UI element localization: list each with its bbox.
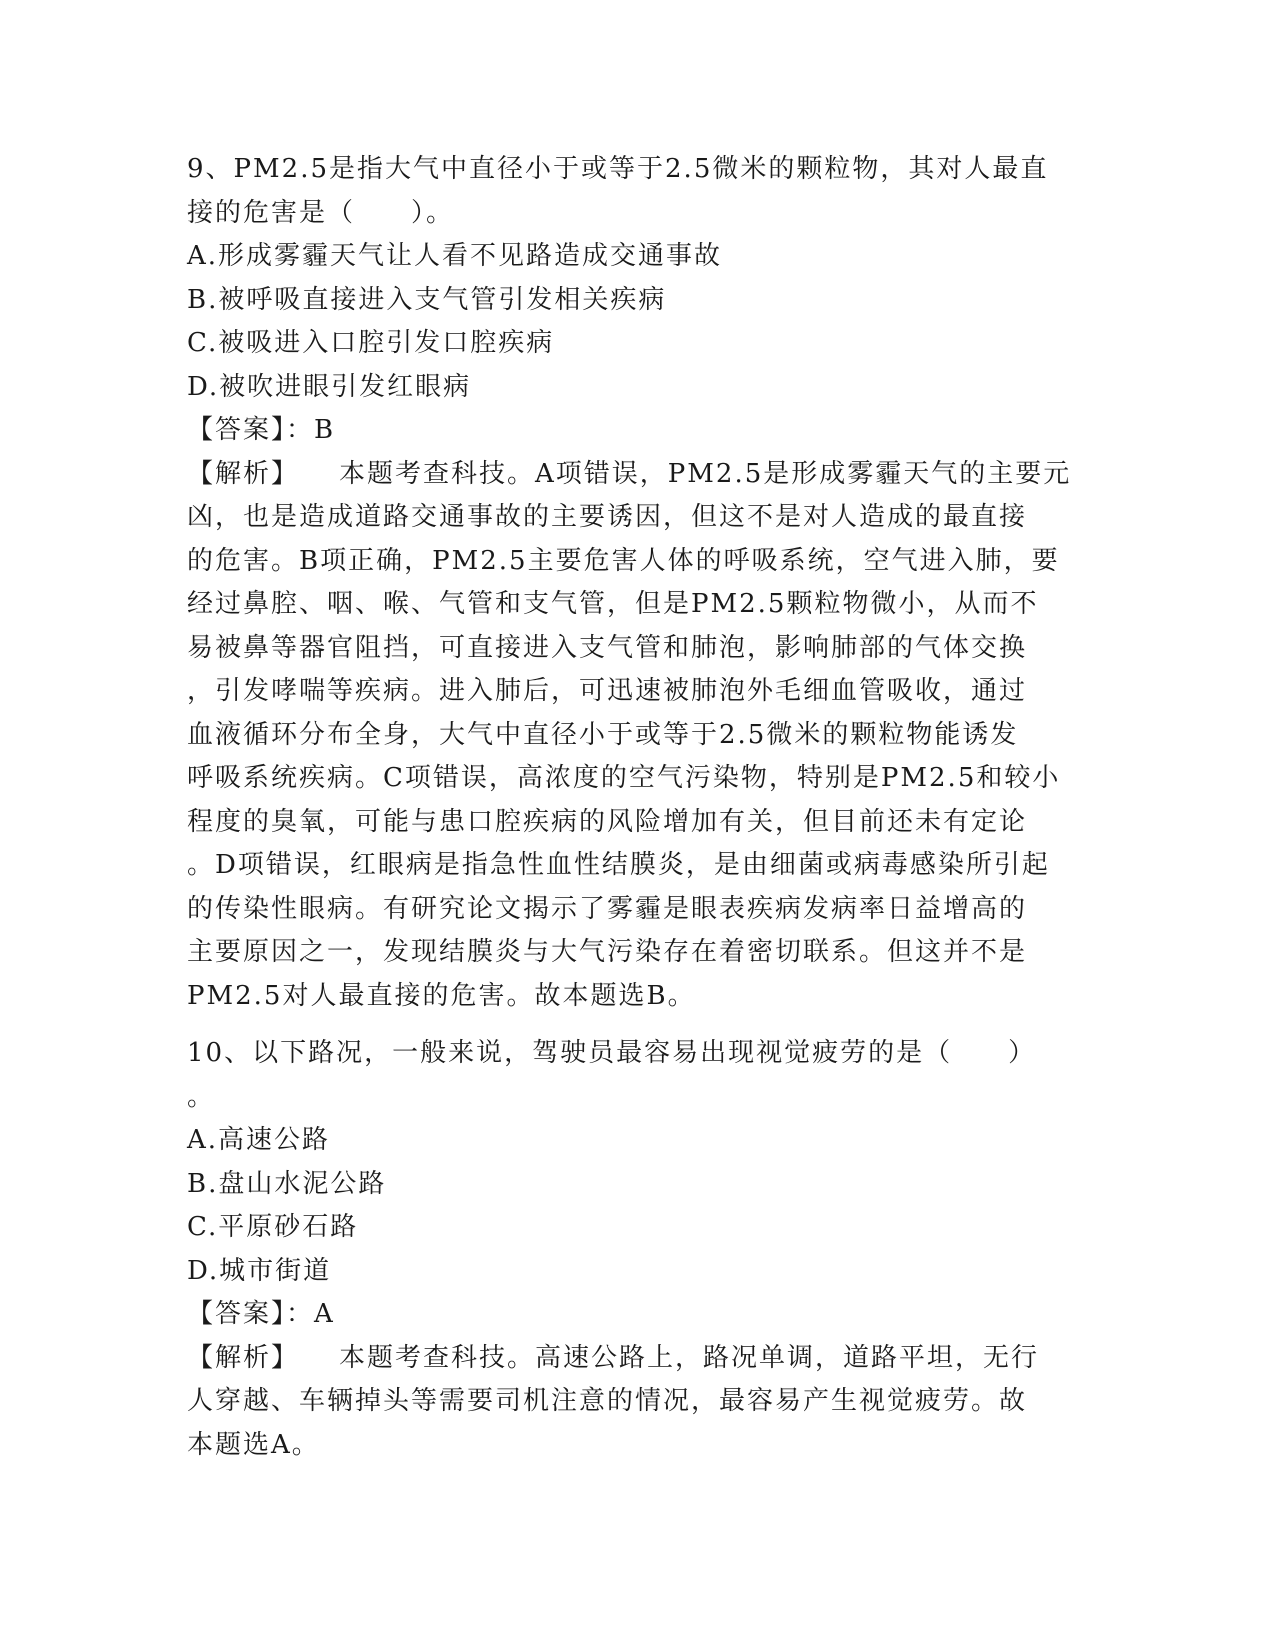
analysis-line: 易被鼻等器官阻挡，可直接进入支气管和肺泡，影响肺部的气体交换 [187, 632, 1028, 663]
analysis-first-line [187, 453, 1087, 497]
analysis-text: 本题考查科技。A项错误，PM2.5是形成雾霾天气的主要元 [339, 458, 1072, 489]
analysis-label: 【解析】 [187, 458, 300, 489]
analysis-line: 经过鼻腔、咽、喉、气管和支气管，但是PM2.5颗粒物微小，从而不 [187, 589, 1039, 619]
analysis-line: 主要原因之一，发现结膜炎与大气污染存在着密切联系。但这并不是 [187, 937, 1028, 967]
question-9 [187, 148, 1087, 1018]
question-stem-line: 。 [187, 1081, 216, 1112]
answer-line: 【答案】：A [187, 1299, 335, 1329]
analysis-line: 呼吸系统疾病。C项错误，高浓度的空气污染物，特别是PM2.5和较小 [187, 763, 1061, 793]
option-b: B.盘山水泥公路 [187, 1168, 387, 1199]
analysis-line: PM2.5对人最直接的危害。故本题选B。 [187, 980, 696, 1011]
answer-line: 【答案】：B [187, 415, 336, 445]
analysis-line: 血液循环分布全身，大气中直径小于或等于2.5微米的颗粒物能诱发 [187, 719, 1019, 750]
analysis-line: 的危害。B项正确，PM2.5主要危害人体的呼吸系统，空气进入肺，要 [187, 545, 1060, 576]
analysis-first-line [187, 1337, 1087, 1381]
analysis-label: 【解析】 [187, 1342, 300, 1373]
analysis-line: 凶，也是造成道路交通事故的主要诱因，但这不是对人造成的最直接 [187, 502, 1028, 532]
analysis-text: 本题考查科技。高速公路上，路况单调，道路平坦，无行 [339, 1342, 1040, 1373]
option-d: D.被吹进眼引发红眼病 [187, 371, 472, 402]
option-b: B.被呼吸直接进入支气管引发相关疾病 [187, 284, 667, 315]
option-a: A.高速公路 [187, 1125, 331, 1155]
question-stem-line: 接的危害是（ ）。 [187, 197, 455, 228]
analysis-line: 程度的臭氧，可能与患口腔疾病的风险增加有关，但目前还未有定论 [187, 806, 1028, 837]
option-d: D.城市街道 [187, 1255, 332, 1286]
question-stem-line: 10、以下路况，一般来说，驾驶员最容易出现视觉疲劳的是（ ） [187, 1038, 1037, 1068]
document-page [187, 148, 1087, 1467]
question-10 [187, 1032, 1087, 1467]
analysis-line: 的传染性眼病。有研究论文揭示了雾霾是眼表疾病发病率日益增高的 [187, 893, 1028, 924]
analysis-line: 。D项错误，红眼病是指急性血性结膜炎，是由细菌或病毒感染所引起 [187, 850, 1050, 880]
option-c: C.被吸进入口腔引发口腔疾病 [187, 328, 555, 358]
question-stem-line: 9、PM2.5是指大气中直径小于或等于2.5微米的颗粒物，其对人最直 [187, 154, 1049, 184]
analysis-line: ，引发哮喘等疾病。进入肺后，可迅速被肺泡外毛细血管吸收，通过 [187, 676, 1028, 706]
option-a: A.形成雾霾天气让人看不见路造成交通事故 [187, 241, 723, 271]
analysis-line: 人穿越、车辆掉头等需要司机注意的情况，最容易产生视觉疲劳。故 [187, 1386, 1028, 1416]
option-c: C.平原砂石路 [187, 1212, 359, 1242]
analysis-line: 本题选A。 [187, 1429, 320, 1460]
